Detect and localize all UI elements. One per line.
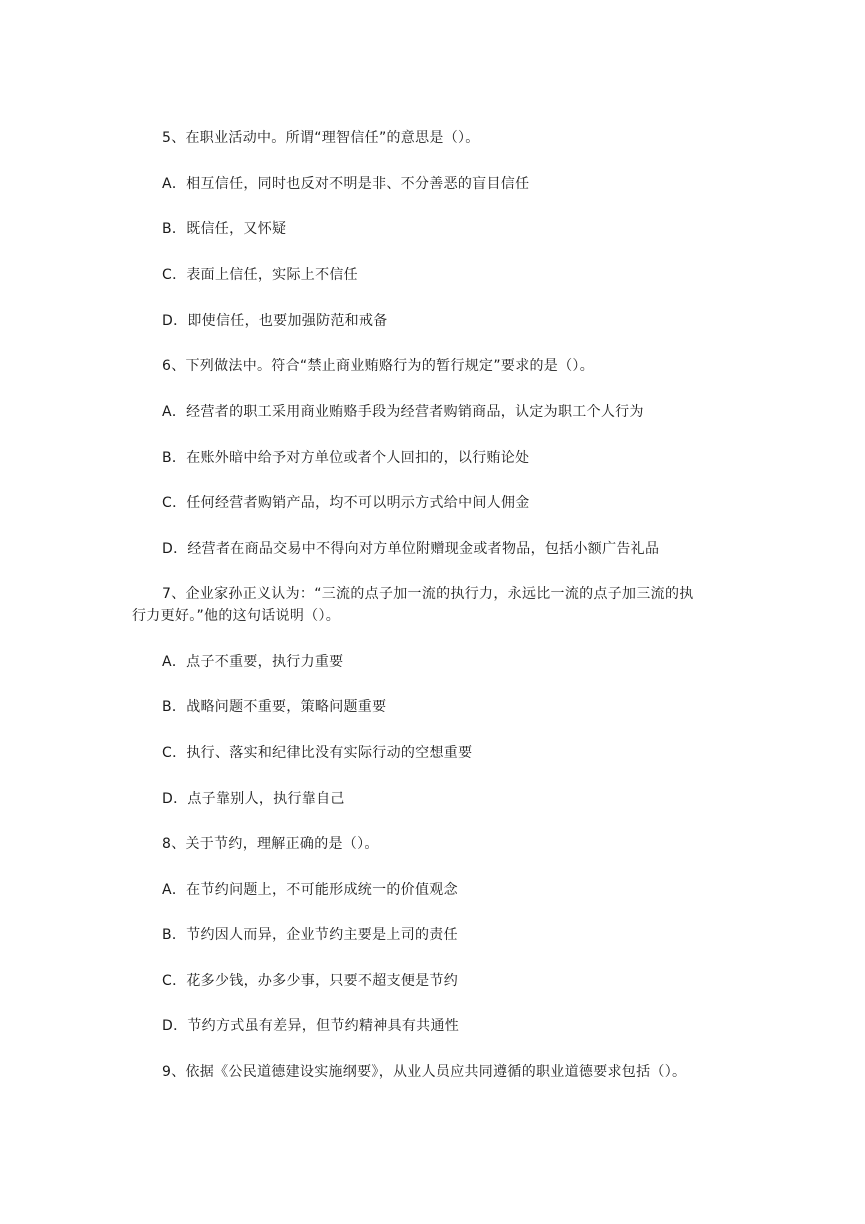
question-8-option-d: D．节约方式虽有差异，但节约精神具有共通性: [162, 1018, 460, 1034]
question-5-option-a: A．相互信任，同时也反对不明是非、不分善恶的盲目信任: [162, 176, 530, 192]
question-8-stem: 8、关于节约，理解正确的是（）。: [162, 836, 379, 852]
question-7-stem: [132, 583, 732, 627]
question-5-option-d: D．即使信任，也要加强防范和戒备: [162, 313, 388, 329]
question-8-option-a: A．在节约问题上，不可能形成统一的价值观念: [162, 882, 458, 898]
question-7-option-b: B．战略问题不重要，策略问题重要: [162, 699, 387, 715]
question-5-option-b: B．既信任，又怀疑: [162, 221, 287, 237]
question-6-option-b: B．在账外暗中给予对方单位或者个人回扣的，以行贿论处: [162, 450, 530, 466]
question-6-option-c: C．任何经营者购销产品，均不可以明示方式给中间人佣金: [162, 495, 530, 511]
question-7-stem-line-2: 行力更好。”他的这句话说明（）。: [132, 608, 341, 624]
question-5-option-c: C．表面上信任，实际上不信任: [162, 267, 358, 283]
question-5-stem: 5、在职业活动中。所谓“理智信任”的意思是（）。: [162, 130, 480, 146]
question-8-option-c: C．花多少钱，办多少事，只要不超支便是节约: [162, 973, 459, 989]
question-7-option-d: D．点子靠别人，执行靠自己: [162, 791, 345, 807]
question-6-stem: 6、下列做法中。符合“禁止商业贿赂行为的暂行规定”要求的是（）。: [162, 358, 595, 374]
question-6-option-a: A．经营者的职工采用商业贿赂手段为经营者购销商品，认定为职工个人行为: [162, 404, 644, 420]
question-6-option-d: D．经营者在商品交易中不得向对方单位附赠现金或者物品，包括小额广告礼品: [162, 541, 660, 557]
question-9-stem: 9、依据《公民道德建设实施纲要》，从业人员应共同遵循的职业道德要求包括（）。: [162, 1064, 687, 1080]
question-7-option-c: C．执行、落实和纪律比没有实际行动的空想重要: [162, 745, 473, 761]
question-7-stem-line-1: 7、企业家孙正义认为：“三流的点子加一流的执行力，永远比一流的点子加三流的执: [162, 586, 694, 602]
question-8-option-b: B．节约因人而异，企业节约主要是上司的责任: [162, 927, 458, 943]
question-7-option-a: A．点子不重要，执行力重要: [162, 654, 344, 670]
